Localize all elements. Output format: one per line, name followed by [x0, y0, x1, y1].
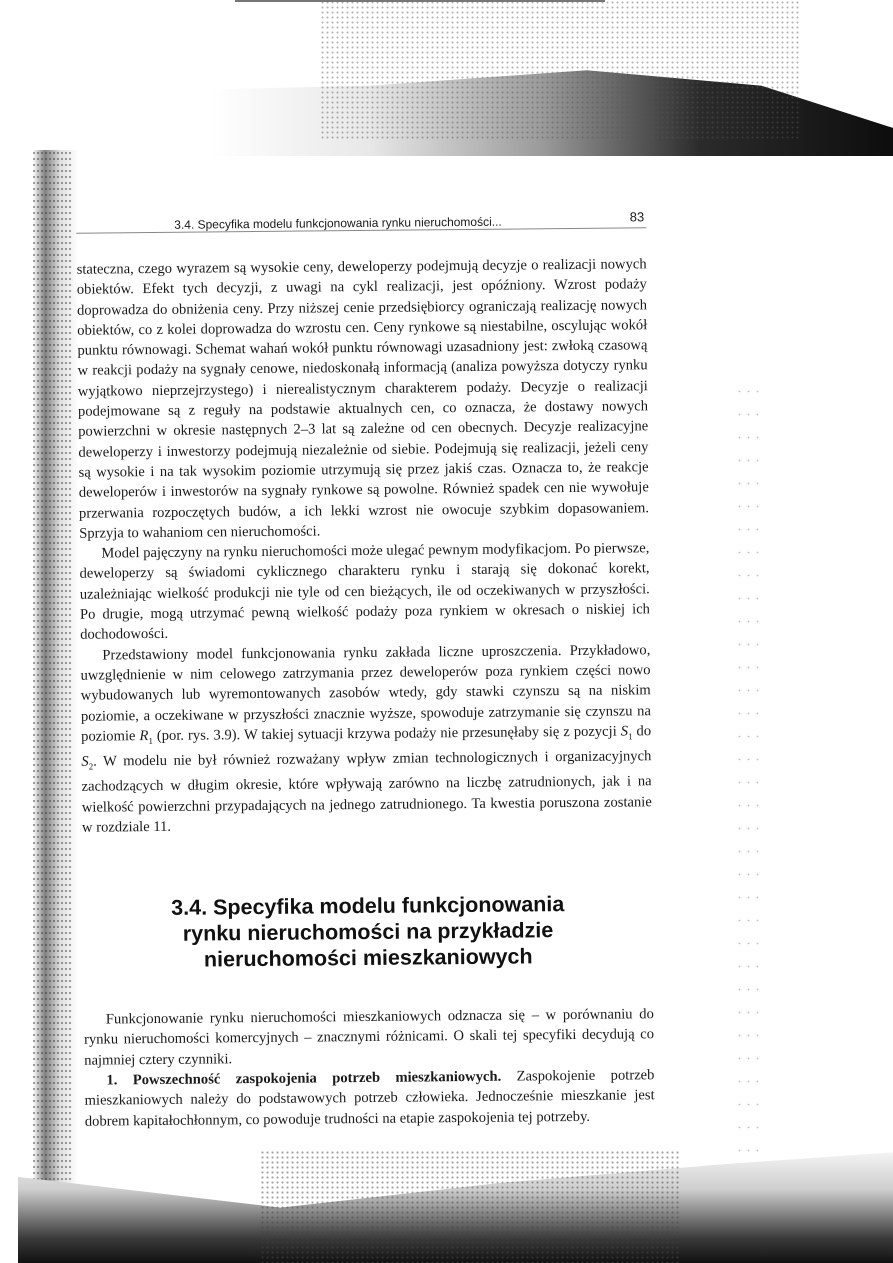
- running-head-title: 3.4. Specyfika modelu funkcjonowania rynku nieruchomości...: [174, 214, 502, 232]
- section-heading-line-2: rynku nieruchomości na przykładzie: [182, 918, 554, 946]
- scan-halftone-bottom: [260, 1150, 680, 1263]
- paragraph-3-text-d: . W modelu nie był również rozważany wpływ zmian technologicznych i organizacyjnych zachodzących w długim okresie, które wpływają zarówno na liczbę zatrudnionych, jak i na wielkość powierzchni przypadających na jednego zatrudnionego. Ta kwestia poruszona zostanie w rozdziale 11.: [81, 748, 652, 836]
- paragraph-3: [80, 640, 652, 838]
- paragraph-3-text-c: do: [632, 723, 652, 740]
- symbol-s1: S: [620, 723, 629, 740]
- symbol-s2: S: [81, 753, 89, 770]
- section-intro-paragraph: Funkcjonowanie rynku nieruchomości mieszkaniowych odznacza się – w porównaniu do rynku nieruchomości komercyjnych – znacznymi różnicami. O skali tej specyfiki decydują co najmniej cztery czynniki.: [83, 1006, 655, 1069]
- page-number: 83: [629, 209, 645, 225]
- symbol-s2-subscript: 2: [88, 761, 94, 772]
- running-head: [76, 197, 646, 233]
- section-heading-line-3: nieruchomości mieszkaniowych: [203, 944, 533, 972]
- symbol-r: R: [139, 727, 149, 744]
- list-item-1-text: Zaspokojenie potrzeb mieszkaniowych należy do podstawowych potrzeb człowieka. Jednocześnie mieszkanie jest dobrem kapitałochłonnym, co powoduje trudności na etapie zaspokojenia tej potrzeby.: [84, 1067, 655, 1130]
- paragraph-2: Model pajęczyny na rynku nieruchomości może ulegać pewnym modyfikacjom. Po pierwsze, deweloperzy są świadomi cyklicznego charakteru rynku i starają się dokonać korekt, uzależniając wielkość produkcji nie tyle od cen bieżących, ile od oczekiwanych w przyszłości. Po drugie, mogą utrzymać pewną wielkość podaży poza rynkiem w okresach o niskiej ich dochodowości.: [79, 540, 651, 644]
- paragraph-3-text-a: Przedstawiony model funkcjonowania rynku zakłada liczne uproszczenia. Przykładowo, uwzględnienie w nim celowego zatrzymania przez deweloperów poza rynkiem części nowo wybudowanych lub wyremontowanych zasobów wtedy, gdy stawki czynszu są na niskim poziomie, a oczekiwane w przyszłości znacznie wyższe, spowoduje zatrzymanie się czynszu na poziomie: [80, 641, 651, 745]
- scan-specks-right: [735, 380, 765, 1160]
- scan-halftone-left: [32, 150, 72, 1263]
- paragraph-1: stateczna, czego wyrazem są wysokie ceny, deweloperzy podejmują decyzje o realizacji nowych obiektów. Efekt tych decyzji, z uwagi na cykl realizacji, jest opóźniony. Wzrost podaży doprowadza do obniżenia ceny. Przy niższej cenie przedsiębiorcy ograniczają realizację nowych obiektów, co z kolei doprowadza do wzrostu cen. Ceny rynkowe są niestabilne, oscylując wokół punktu równowagi. Schemat wahań wokół punktu równowagi uzasadniony jest: zwłoką czasową w reakcji podaży na sygnały cenowe, niedoskonałą informacją (analiza powyższa dotyczy rynku wyjątkowo nieprzejrzystego) i nierealistycznym charakterem podaży. Decyzje o realizacji podejmowane są z reguły na podstawie aktualnych cen, co oznacza, że dostawy nowych powierzchni w okresie następnych 2–3 lat są zależne od cen obecnych. Decyzje realizacyjne deweloperzy i inwestorzy podejmują niezależnie od siebie. Podejmują się realizacji, jeżeli ceny są wysokie i na tak wysokim poziomie utrzymują się przez jakiś czas. Oznacza to, że reakcje deweloperów i inwestorów na sygnały rynkowe są powolne. Również spadek cen nie wywołuje przerwania rozpoczętych budów, a ich lekki wzrost nie owocuje szybkim dopasowaniem. Sprzyja to wahaniom cen nieruchomości.: [76, 256, 650, 542]
- symbol-s1-subscript: 1: [628, 731, 633, 742]
- section-heading-line-1: 3.4. Specyfika modelu funkcjonowania: [171, 892, 565, 920]
- list-item-1-term: 1. Powszechność zaspokojenia potrzeb mieszkaniowych.: [106, 1068, 502, 1089]
- symbol-r-subscript: 1: [148, 735, 153, 746]
- paragraph-3-text-b: (por. rys. 3.9). W takiej sytuacji krzywa podaży nie przesunęłaby się z pozycji: [152, 723, 621, 744]
- list-item-1: [84, 1065, 655, 1131]
- scan-halftone-top: [320, 0, 800, 140]
- body-text: [77, 254, 653, 838]
- section-body: [84, 1004, 655, 1131]
- book-page: [76, 197, 655, 1131]
- section-heading: [123, 891, 614, 974]
